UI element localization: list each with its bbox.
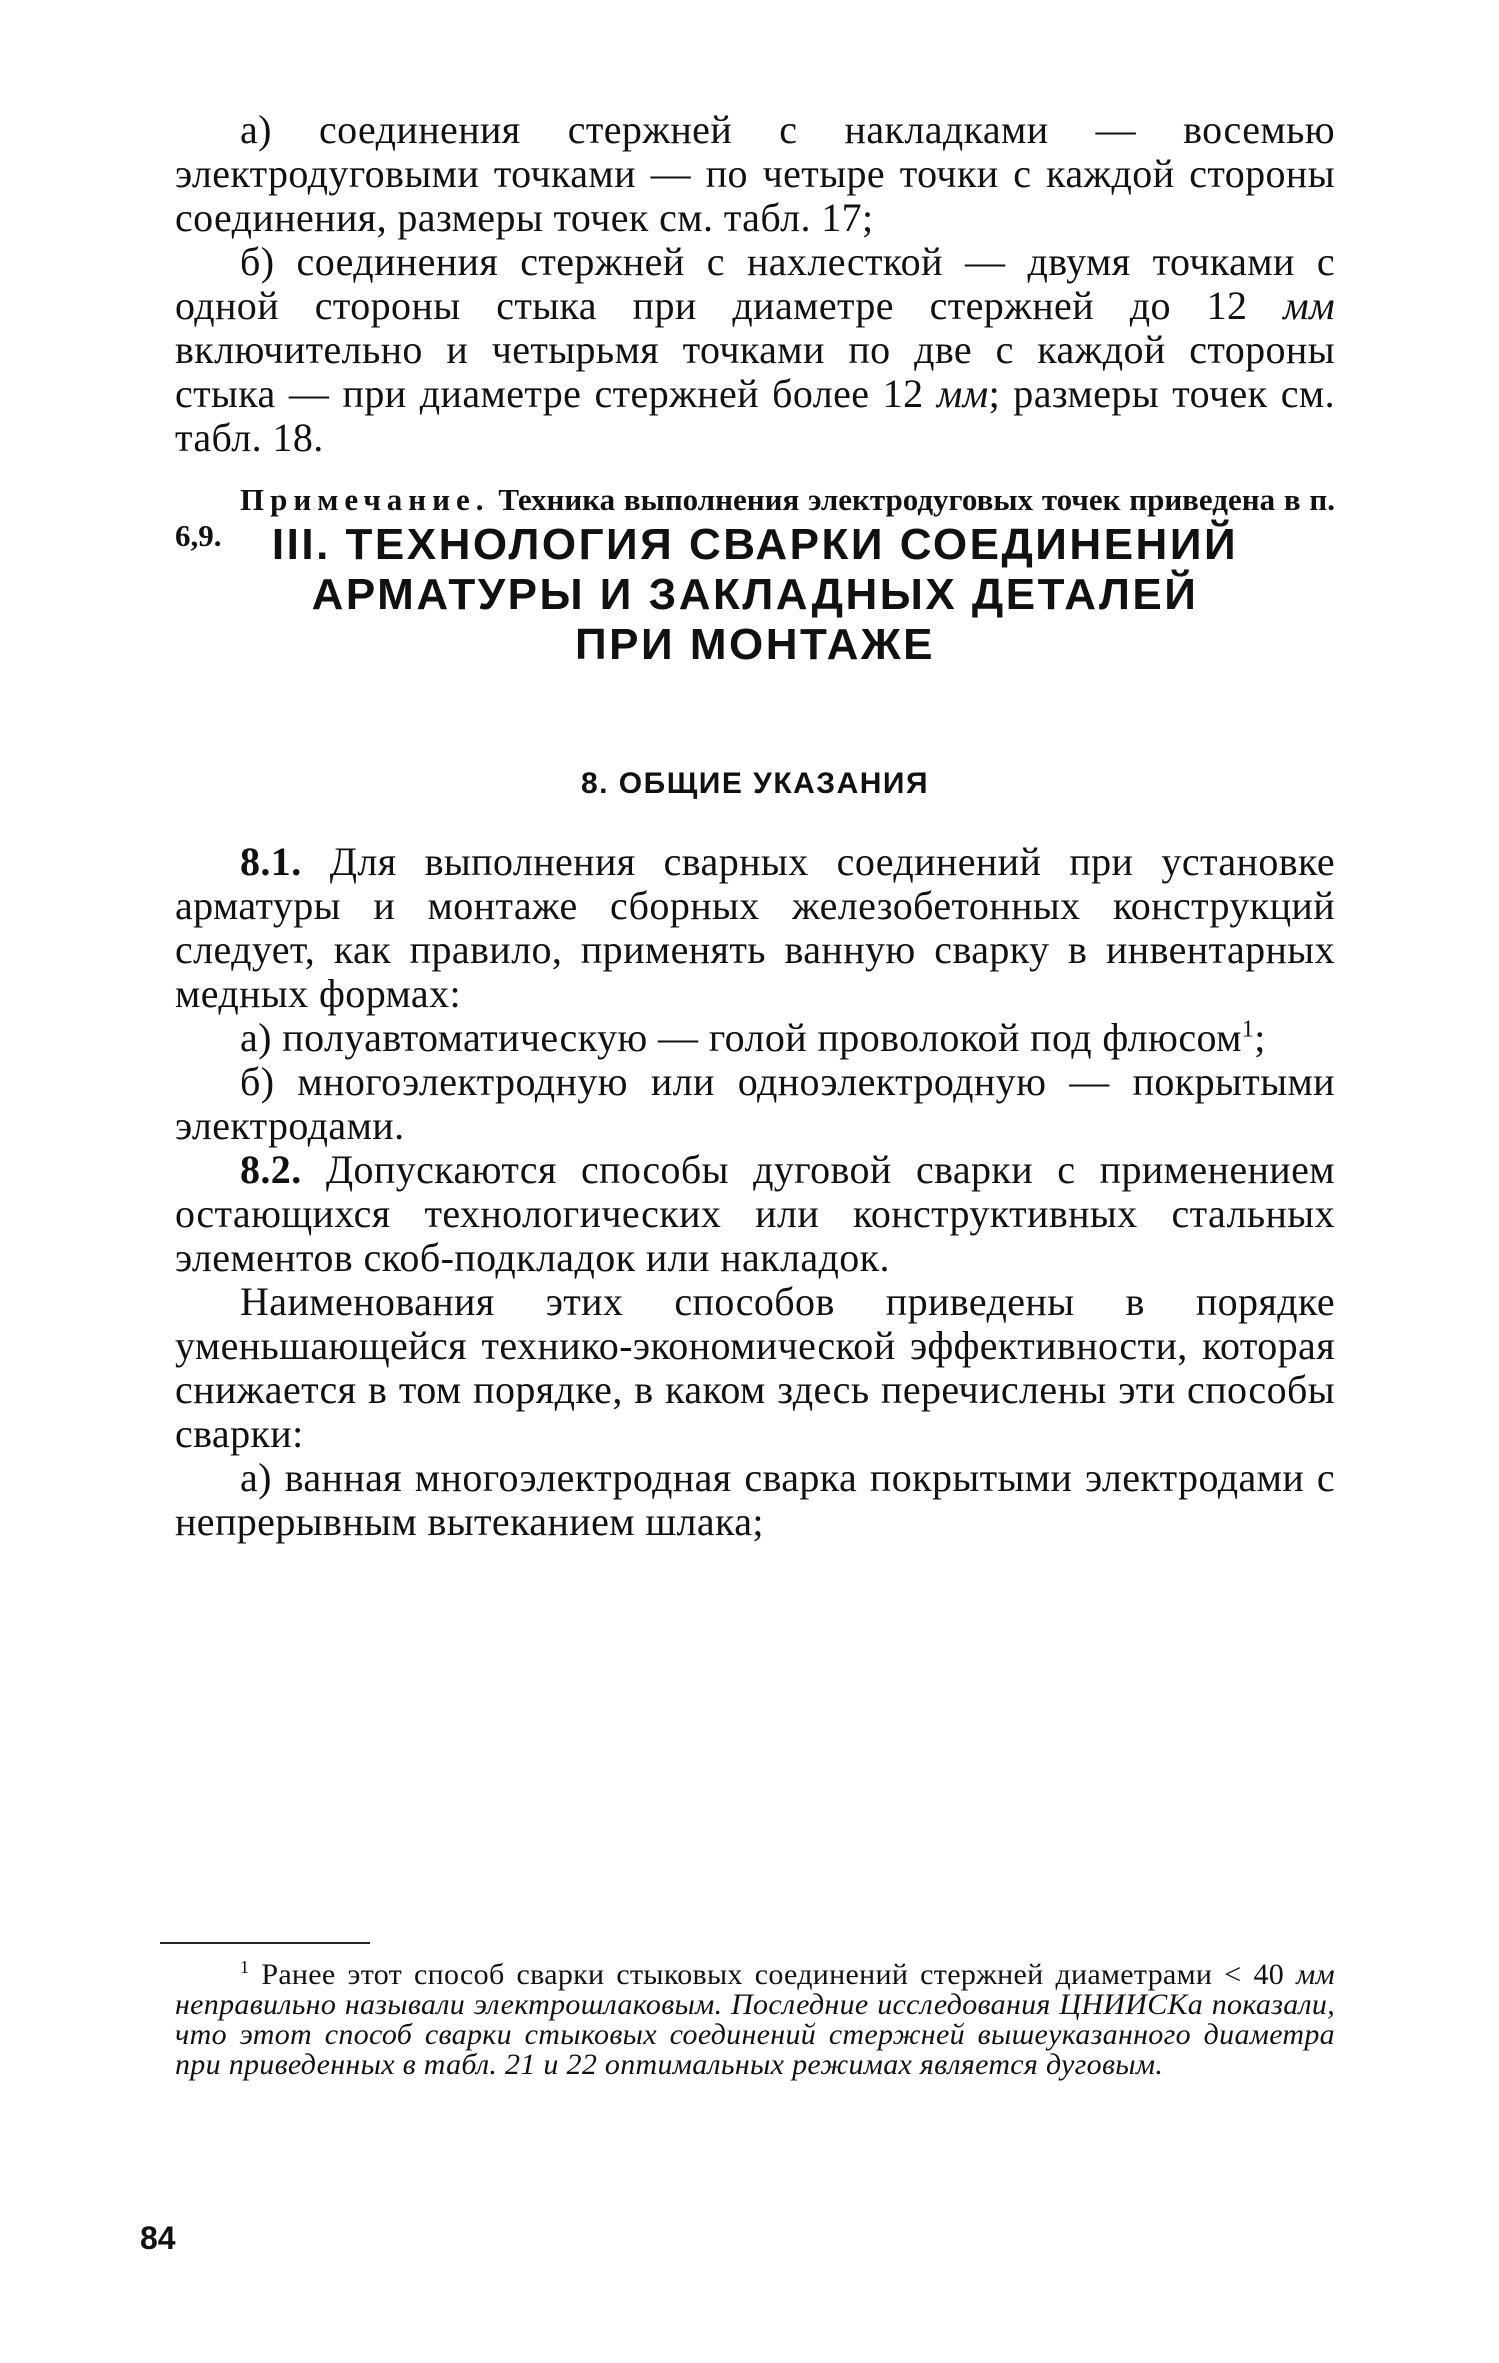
paragraph-names-text: Наименования этих способов приведены в порядке уменьшающейся технико-экономической эффективности, которая снижается в том порядке, в каком здесь перечислены эти способы сварки: [175, 1279, 1335, 1456]
section-heading: 8. ОБЩИЕ УКАЗАНИЯ [580, 767, 930, 800]
item-b-text-1: б) соединения стержней с нахлесткой — двумя точками с одной стороны стыка при диаметре стержней до 12 [175, 239, 1335, 328]
chapter-heading-line-1: III. ТЕХНОЛОГИЯ СВАРКИ СОЕДИНЕНИЙ [271, 520, 1239, 569]
item-b-multi-electrode: б) многоэлектродную или одноэлектродную — покрытыми электродами. [175, 1059, 1335, 1148]
footnote-unit: мм [1296, 1958, 1335, 1991]
body-text [175, 840, 1335, 1544]
top-list [175, 108, 1335, 554]
paragraph-8-2 [175, 1148, 1335, 1280]
paragraph-number-8-1: 8.1. [240, 839, 302, 884]
item-a-semiauto: а) полуавтоматическую — голой проволокой под флюсом [240, 1015, 1242, 1060]
paragraph-8-1 [175, 840, 1335, 1016]
footnote-text-1: Ранее этот способ сварки стыковых соединений стержней диаметрами < 40 [261, 1958, 1285, 1991]
paragraph-names [175, 1280, 1335, 1456]
paragraph-8-2-text: Допускаются способы дуговой сварки с применением остающихся технологических или конструктивных стальных элементов скоб-подкладок или накладок. [175, 1147, 1335, 1280]
paragraph-number-8-2: 8.2. [240, 1147, 302, 1192]
note-text: Техника выполнения электродуговых точек приведена в п. 6,9. [175, 482, 1336, 553]
paragraph-8-1-item-b [175, 1060, 1335, 1148]
item-a-end: ; [1254, 1015, 1266, 1060]
paragraph-item-a-bath [175, 1456, 1335, 1544]
item-b-unit-2: мм [936, 371, 989, 416]
chapter-heading-line-2: АРМАТУРЫ И ЗАКЛАДНЫХ ДЕТАЛЕЙ [311, 570, 1199, 619]
item-a-text: а) соединения стержней с накладками — восемью электродуговыми точками — по четыре точки с каждой стороны соединения, размеры точек см. табл. 17; [175, 107, 1335, 240]
footnote-ref: 1 [1241, 1016, 1255, 1043]
paragraph-8-1-item-a [175, 1016, 1335, 1060]
note-label: Примечание. [240, 482, 490, 517]
item-b-text-3: ; размеры точек см. табл. 18. [175, 371, 1335, 460]
item-b-text-2: включительно и четырьмя точками по две с каждой стороны стыка — при диаметре стержней более 12 [175, 327, 1335, 416]
footnote [175, 1957, 1335, 2081]
footnote-mark: 1 [240, 1957, 250, 1977]
chapter-heading-line-3: ПРИ МОНТАЖЕ [575, 620, 935, 669]
footnote-rule [160, 1942, 370, 1944]
paragraph-8-1-text: Для выполнения сварных соединений при установке арматуры и монтаже сборных железобетонных конструкций следует, как правило, применять ванную сварку в инвентарных медных формах: [175, 839, 1335, 1016]
item-a-bath-text: а) ванная многоэлектродная сварка покрытыми электродами с непрерывным вытеканием шлака; [175, 1455, 1335, 1544]
page-number: 84 [140, 2220, 176, 2256]
chapter-heading [175, 520, 1335, 670]
list-item-b [175, 240, 1335, 460]
list-item-a [175, 108, 1335, 240]
footnote-text-2: неправильно называли электрошлаковым. Последние исследования ЦНИИСКа показали, что этот способ сварки стыковых соединений стержней вышеуказанного диаметра при приведенных в табл. 21 и 22 оптимальных режимах является дуговым. [175, 1988, 1335, 2081]
item-b-unit-1: мм [1283, 283, 1335, 328]
